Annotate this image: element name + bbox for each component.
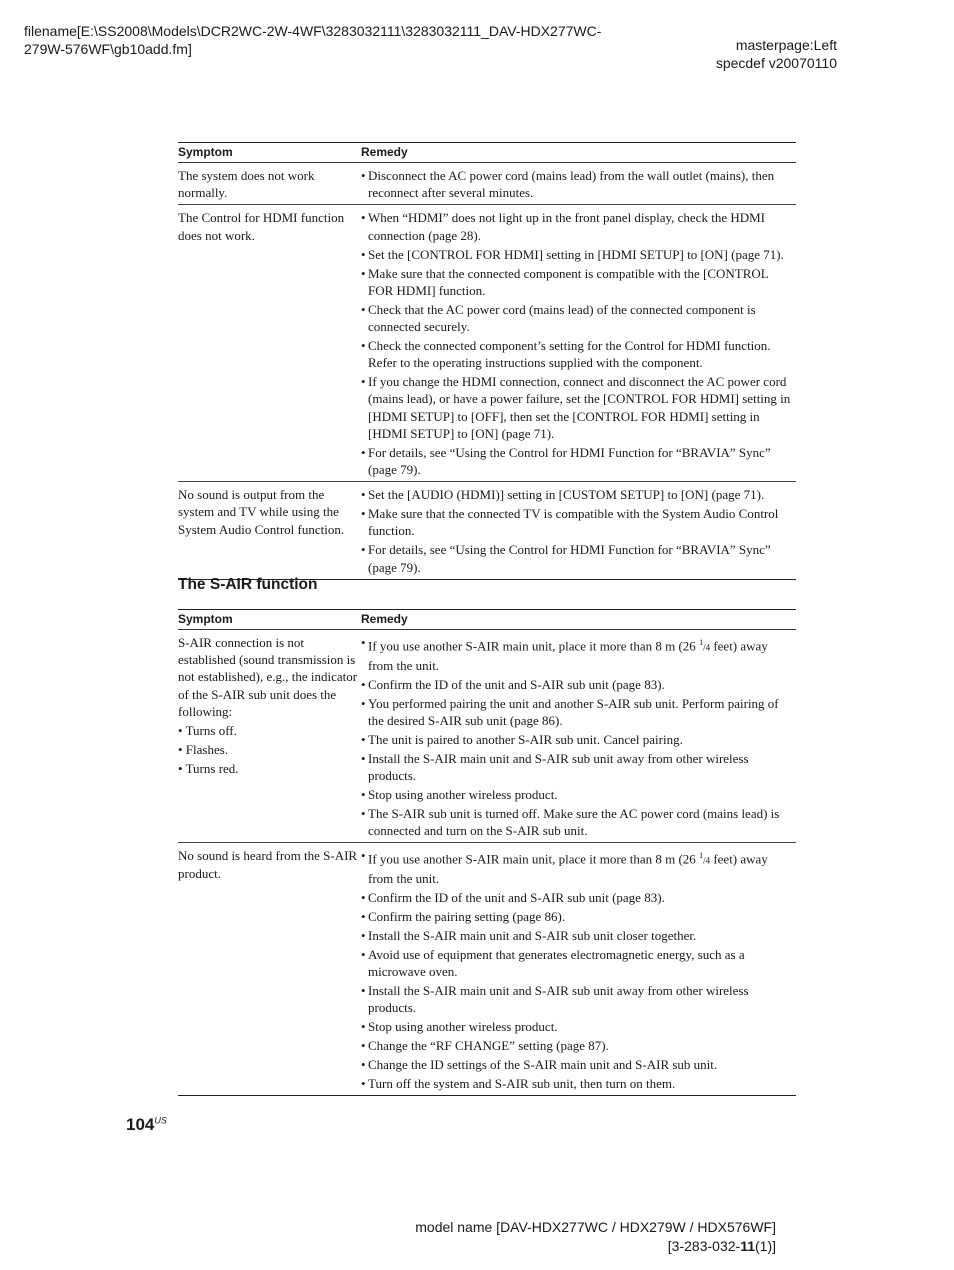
section-title: The S-AIR function [178,576,318,593]
remedy-text: If you use another S-AIR main unit, place it more than 8 m (26 [368,851,700,867]
remedy-item [361,634,796,674]
remedy-item: • For details, see “Using the Control for HDMI Function for “BRAVIA” Sync” (page 79). [361,444,796,478]
remedy-text: feet) away from the unit. [368,851,768,886]
remedy-item: • Disconnect the AC power cord (mains lead) from the wall outlet (mains), then reconnect after several minutes. [361,167,796,201]
remedy-item: • If you change the HDMI connection, connect and disconnect the AC power cord (mains lead), or have a power failure, set the [CONTROL FOR HDMI] setting in [HDMI SETUP] to [OFF], then set the [CONTROL FOR HDMI] setting in [HDMI SETUP] to [ON] (page 71). [361,373,796,442]
filename-line-2: 279W-576WF\gb10add.fm] [24,41,192,57]
remedy-item: • Make sure that the connected TV is compatible with the System Audio Control function. [361,505,796,539]
symptom-cell: The system does not work normally. [178,163,361,205]
remedy-item: • Install the S-AIR main unit and S-AIR sub unit closer together. [361,927,796,944]
remedy-item: • Stop using another wireless product. [361,1018,796,1035]
table-row [178,630,796,843]
specdef-label: specdef v20070110 [715,55,837,71]
remedy-item: • Change the “RF CHANGE” setting (page 87). [361,1037,796,1054]
symptom-cell: No sound is output from the system and TV while using the System Audio Control function. [178,482,361,580]
remedy-item [361,847,796,887]
footer [415,1218,776,1256]
masterpage-header [716,36,837,72]
code-prefix: [3-283-032- [667,1238,741,1254]
s-air-troubleshooting-table [178,609,796,1096]
remedy-item: • For details, see “Using the Control for HDMI Function for “BRAVIA” Sync” (page 79). [361,541,796,575]
remedy-item: • The S-AIR sub unit is turned off. Make sure the AC power cord (mains lead) is connected and turn on the S-AIR sub unit. [361,805,796,839]
masterpage-label: masterpage:Left [735,37,837,53]
table-row [178,843,796,1096]
symptom-cell: The Control for HDMI function does not work. [178,205,361,482]
remedy-column-header: Remedy [361,610,796,630]
fraction-numerator: 1 [699,638,704,647]
remedy-text: If you use another S-AIR main unit, place it more than 8 m (26 [368,638,700,654]
remedy-item: • Confirm the ID of the unit and S-AIR sub unit (page 83). [361,676,796,693]
symptom-cell [178,630,361,843]
symptom-cell: No sound is heard from the S-AIR product. [178,843,361,1096]
fraction-denominator: /4 [703,855,711,866]
symptom-item: • Turns red. [178,761,239,777]
remedy-item: • Set the [CONTROL FOR HDMI] setting in [HDMI SETUP] to [ON] (page 71). [361,246,796,263]
remedy-cell [361,205,796,482]
hdmi-troubleshooting-table [178,142,796,580]
model-name: model name [DAV-HDX277WC / HDX279W / HDX576WF] [415,1219,776,1235]
table-row [178,205,796,482]
remedy-item: • Confirm the ID of the unit and S-AIR sub unit (page 83). [361,889,796,906]
filename-line-1: filename[E:\SS2008\Models\DCR2WC-2W-4WF\3283032111\3283032111_DAV-HDX277WC- [24,23,602,39]
symptom-item: • Turns off. [178,723,237,739]
remedy-item: • Make sure that the connected component is compatible with the [CONTROL FOR HDMI] function. [361,265,796,299]
remedy-item: • Check the connected component’s setting for the Control for HDMI function. Refer to the operating instructions supplied with the component. [361,337,796,371]
remedy-cell [361,630,796,843]
page-region-suffix: US [154,1115,167,1126]
code-suffix: (1)] [755,1238,776,1254]
document-code [415,1237,776,1256]
filename-header [24,22,664,58]
remedy-item: • Check that the AC power cord (mains lead) of the connected component is connected securely. [361,301,796,335]
fraction-numerator: 1 [699,851,704,861]
remedy-cell [361,482,796,580]
remedy-cell [361,163,796,205]
table-row [178,482,796,580]
remedy-item: • Set the [AUDIO (HDMI)] setting in [CUSTOM SETUP] to [ON] (page 71). [361,486,796,503]
table-row [178,163,796,205]
remedy-item: • Change the ID settings of the S-AIR main unit and S-AIR sub unit. [361,1056,796,1073]
page-number-value: 104 [126,1115,155,1134]
remedy-item: • Install the S-AIR main unit and S-AIR sub unit away from other wireless products. [361,750,796,784]
remedy-cell [361,843,796,1096]
fraction-denominator: /4 [703,642,711,653]
remedy-item: • When “HDMI” does not light up in the front panel display, check the HDMI connection (page 28). [361,209,796,243]
symptom-text: S-AIR connection is not established (sound transmission is not established), e.g., the indicator of the S-AIR sub unit does the following: [178,635,358,719]
remedy-column-header: Remedy [361,143,796,163]
remedy-item: • Avoid use of equipment that generates electromagnetic energy, such as a microwave oven. [361,946,796,980]
remedy-item: • The unit is paired to another S-AIR sub unit. Cancel pairing. [361,731,796,748]
symptom-column-header: Symptom [178,143,361,163]
remedy-item: • You performed pairing the unit and another S-AIR sub unit. Perform pairing of the desired S-AIR sub unit (page 86). [361,695,796,729]
remedy-text: feet) away from the unit. [368,638,768,673]
remedy-item: • Stop using another wireless product. [361,786,796,803]
remedy-item: • Confirm the pairing setting (page 86). [361,908,796,925]
remedy-item: • Turn off the system and S-AIR sub unit, then turn on them. [361,1075,796,1092]
code-bold: 11 [740,1238,755,1254]
remedy-item: • Install the S-AIR main unit and S-AIR sub unit away from other wireless products. [361,982,796,1016]
page-number [126,1115,167,1135]
symptom-column-header: Symptom [178,610,361,630]
symptom-item: • Flashes. [178,742,229,758]
